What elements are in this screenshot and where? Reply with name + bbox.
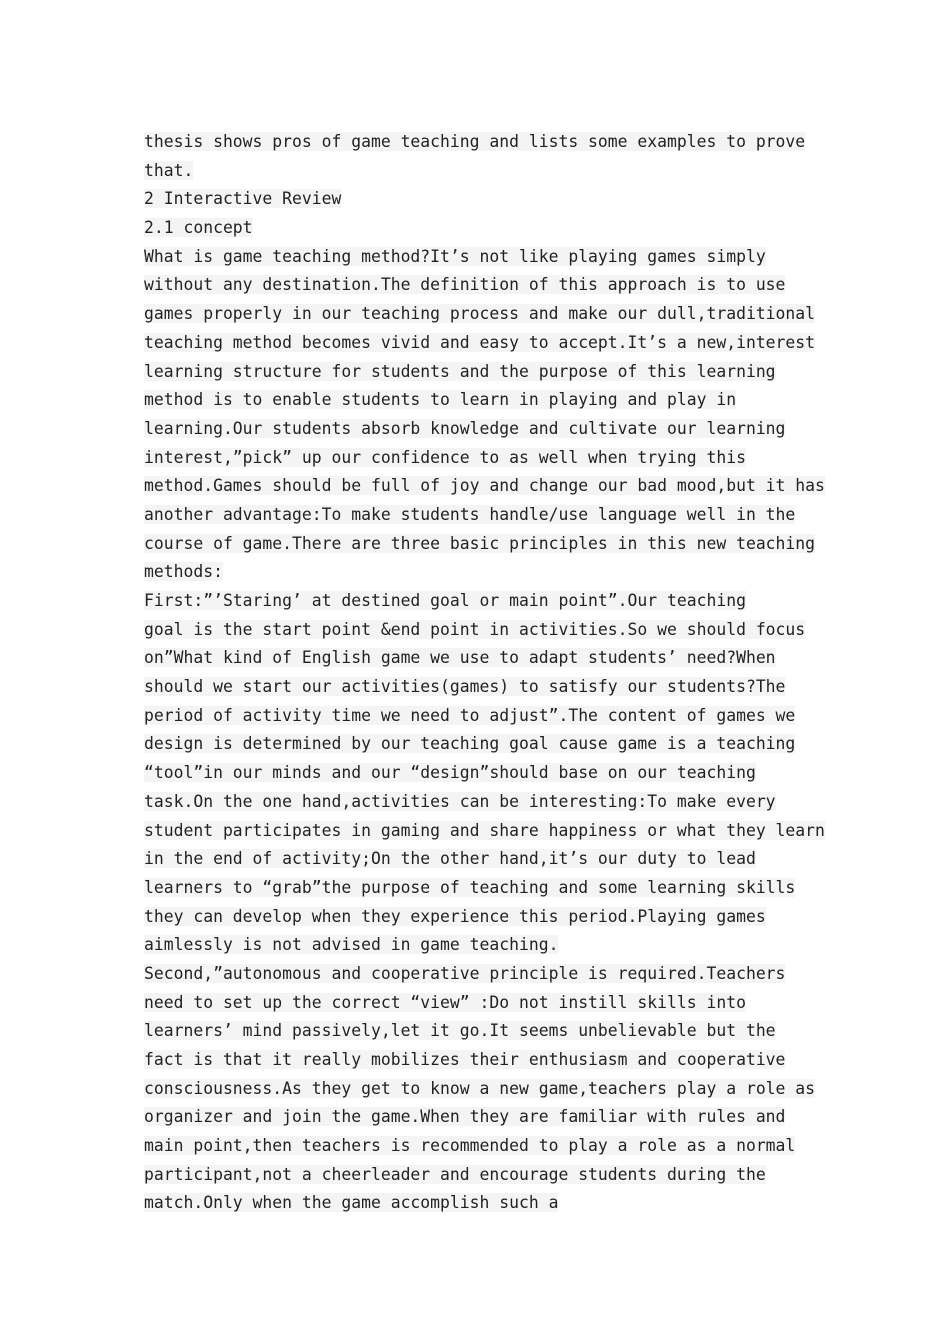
text-line: match.Only when the game accomplish such a: [144, 1193, 559, 1213]
text-line: in the end of activity;On the other hand,it’s our duty to lead: [144, 849, 756, 869]
text-line: method.Games should be full of joy and change our bad mood,but it has: [144, 476, 825, 496]
text-line: learning.Our students absorb knowledge and cultivate our learning: [144, 418, 786, 438]
text-line: period of activity time we need to adjust”.The content of games we: [144, 705, 796, 725]
text-line: learners to “grab”the purpose of teaching and some learning skills: [144, 877, 796, 897]
text-line: that.: [144, 160, 194, 180]
text-line: they can develop when they experience this period.Playing games: [144, 906, 766, 926]
text-line: method is to enable students to learn in playing and play in: [144, 390, 737, 410]
text-line: course of game.There are three basic principles in this new teaching: [144, 533, 816, 553]
subsection-heading: 2.1 concept: [144, 218, 253, 238]
body-text: [144, 128, 824, 1218]
text-line: games properly in our teaching process and make our dull,traditional: [144, 304, 816, 324]
text-line: First:”’Staring’ at destined goal or main point”.Our teaching: [144, 591, 746, 610]
text-line: consciousness.As they get to know a new game,teachers play a role as: [144, 1078, 816, 1098]
text-line: goal is the start point &end point in activities.So we should focus: [144, 619, 806, 639]
text-line: learners’ mind passively,let it go.It seems unbelievable but the: [144, 1021, 776, 1041]
text-line: another advantage:To make students handle/use language well in the: [144, 504, 796, 524]
text-line: interest,”pick” up our confidence to as well when trying this: [144, 447, 746, 467]
text-line: fact is that it really mobilizes their enthusiasm and cooperative: [144, 1050, 786, 1069]
text-line: task.On the one hand,activities can be interesting:To make every: [144, 791, 776, 811]
text-line: on”What kind of English game we use to adapt students’ need?When: [144, 648, 776, 668]
text-line: participant,not a cheerleader and encourage students during the: [144, 1164, 766, 1184]
text-line: student participates in gaming and share happiness or what they learn: [144, 820, 825, 840]
text-line: aimlessly is not advised in game teaching.: [144, 935, 559, 955]
text-line: methods:: [144, 562, 223, 582]
text-line: Second,”autonomous and cooperative principle is required.Teachers: [144, 963, 786, 983]
text-line: What is game teaching method?It’s not like playing games simply: [144, 246, 766, 266]
text-line: thesis shows pros of game teaching and lists some examples to prove: [144, 132, 806, 151]
text-line: design is determined by our teaching goal cause game is a teaching: [144, 734, 796, 754]
text-line: need to set up the correct “view” :Do not instill skills into: [144, 992, 746, 1012]
text-line: main point,then teachers is recommended to play a role as a normal: [144, 1136, 796, 1156]
text-line: teaching method becomes vivid and easy to accept.It’s a new,interest: [144, 332, 816, 352]
text-line: organizer and join the game.When they are familiar with rules and: [144, 1107, 786, 1127]
text-line: should we start our activities(games) to satisfy our students?The: [144, 677, 786, 697]
text-line: “tool”in our minds and our “design”should base on our teaching: [144, 763, 756, 783]
section-heading: 2 Interactive Review: [144, 189, 342, 209]
text-line: without any destination.The definition of this approach is to use: [144, 275, 786, 295]
text-line: learning structure for students and the purpose of this learning: [144, 361, 776, 381]
